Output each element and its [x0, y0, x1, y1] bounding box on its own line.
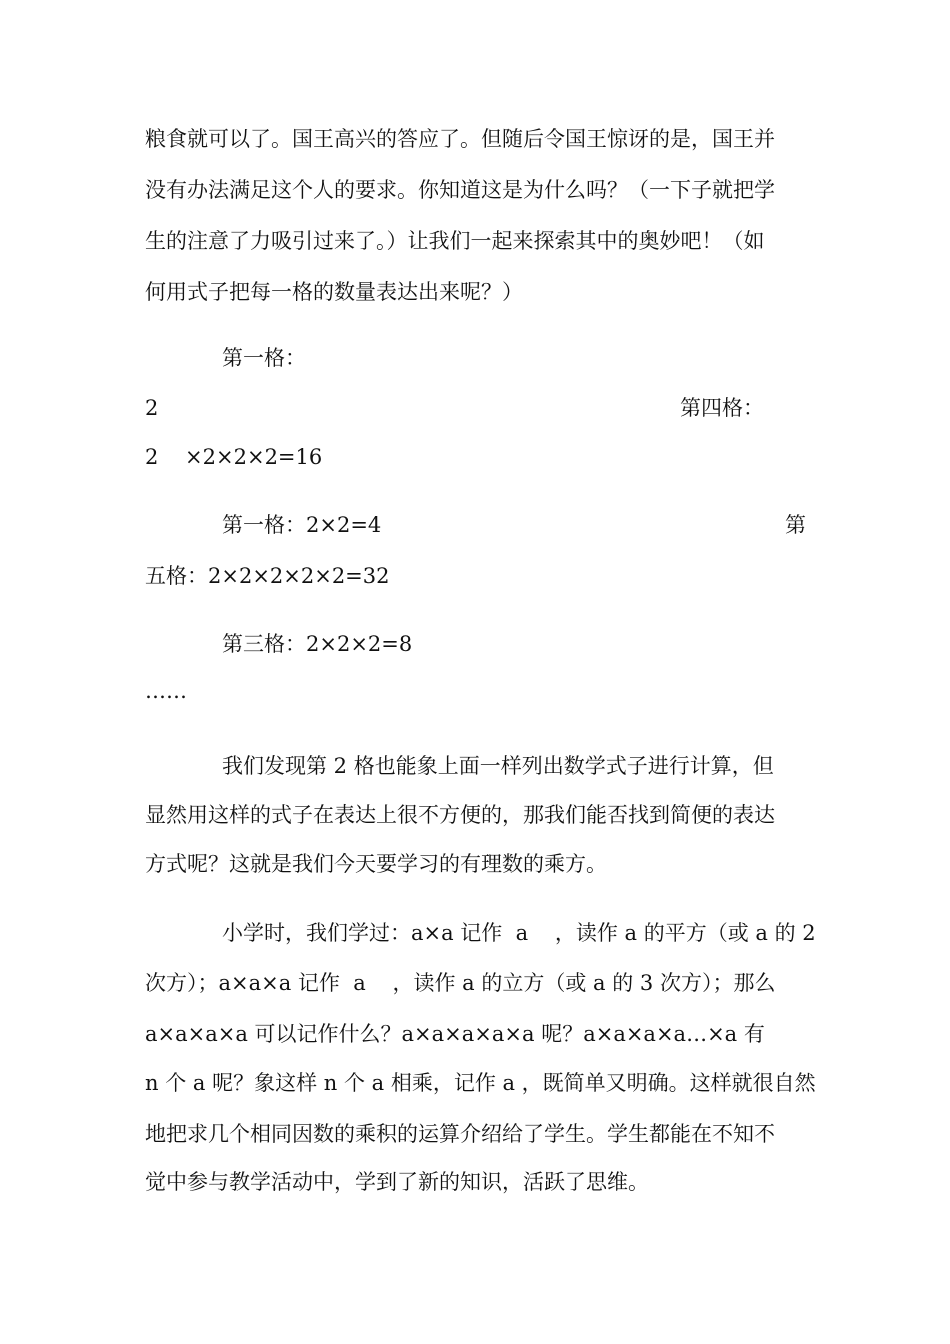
paragraph-3-line-3: a×a×a×a 可以记作什么？a×a×a×a×a 呢？a×a×a×a…×a 有: [145, 1022, 765, 1046]
grid-third-line: 第三格：2×2×2=8: [222, 632, 413, 656]
paragraph-1-line-1: 粮食就可以了。国王高兴的答应了。但随后令国王惊讶的是，国王并: [145, 127, 775, 151]
grid-fourth-value: 2 ×2×2×2=16: [145, 445, 323, 469]
paragraph-3-line-2: 次方）；a×a×a 记作 a ，读作 a 的立方（或 a 的 3 次方）；那么: [145, 971, 776, 995]
grid-fourth-label: 第四格：: [680, 396, 764, 420]
grid-fifth-line: 五格：2×2×2×2×2=32: [145, 564, 390, 588]
grid-first-value: 2: [145, 396, 159, 420]
paragraph-1-line-2: 没有办法满足这个人的要求。你知道这是为什么吗？（一下子就把学: [145, 178, 775, 202]
grid-ellipsis: ……: [145, 679, 187, 703]
paragraph-1-line-3: 生的注意了力吸引过来了。）让我们一起来探索其中的奥妙吧！（如: [145, 229, 765, 253]
paragraph-3-line-1: 小学时，我们学过：a×a 记作 a ，读作 a 的平方（或 a 的 2: [222, 921, 816, 945]
paragraph-2-line-2: 显然用这样的式子在表达上很不方便的，那我们能否找到简便的表达: [145, 803, 775, 827]
paragraph-3-line-4: n 个 a 呢？象这样 n 个 a 相乘，记作 a ，既简单又明确。这样就很自然: [145, 1071, 816, 1095]
grid-second-line: 第一格：2×2=4: [222, 513, 382, 537]
grid-first-label: 第一格：: [222, 346, 306, 370]
paragraph-3-line-5: 地把求几个相同因数的乘积的运算介绍给了学生。学生都能在不知不: [145, 1122, 775, 1146]
paragraph-1-line-4: 何用式子把每一格的数量表达出来呢？）: [145, 280, 523, 304]
paragraph-3-line-6: 觉中参与教学活动中，学到了新的知识，活跃了思维。: [145, 1170, 649, 1194]
grid-fifth-prefix: 第: [785, 513, 806, 537]
paragraph-2-line-3: 方式呢？这就是我们今天要学习的有理数的乘方。: [145, 852, 607, 876]
paragraph-2-line-1: 我们发现第 2 格也能象上面一样列出数学式子进行计算，但: [222, 754, 774, 778]
